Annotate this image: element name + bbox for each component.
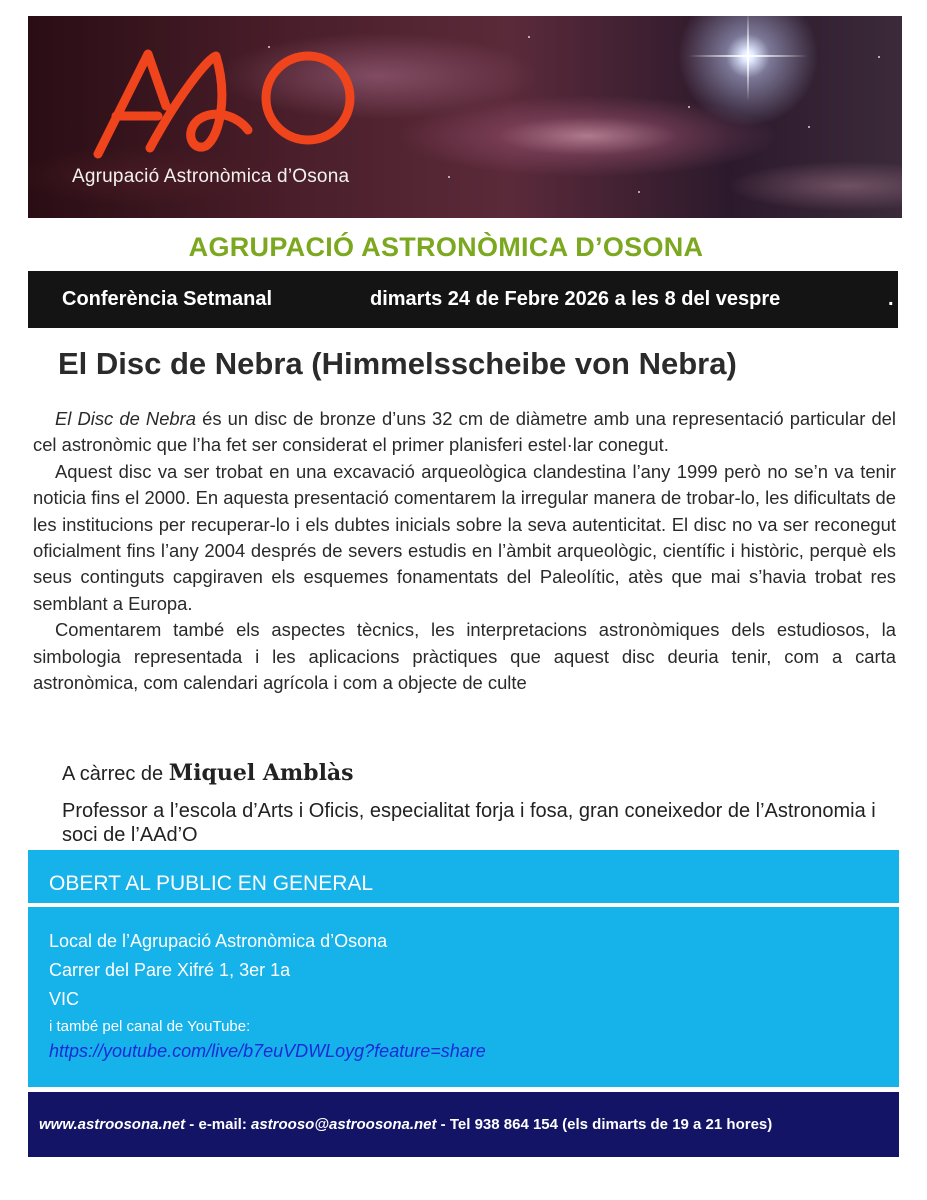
star-flare	[747, 16, 749, 101]
paragraph-text: és un disc de bronze d’uns 32 cm de diàmetre amb una representació particular del cel astronòmic que l’ha fet ser considerat el primer planisferi estel·lar conegut.	[33, 408, 896, 456]
venue-city: VIC	[49, 989, 80, 1009]
website-link[interactable]: www.astroosona.net	[39, 1116, 186, 1133]
footer-separator: -	[436, 1116, 450, 1133]
youtube-intro: i també pel canal de YouTube:	[49, 1018, 251, 1035]
venue-name: Local de l’Agrupació Astronòmica d’Osona	[49, 931, 388, 951]
conference-date: dimarts 24 de Febre 2026 a les 8 del vespre	[370, 288, 781, 310]
email-link[interactable]: astrooso@astroosona.net	[251, 1116, 437, 1133]
star	[448, 176, 450, 178]
speaker-line	[62, 760, 354, 786]
organization-title: AGRUPACIÓ ASTRONÒMICA D’OSONA	[188, 232, 704, 262]
speaker-name: Miquel Amblàs	[168, 760, 354, 786]
paragraph	[33, 406, 896, 459]
speaker-prefix: A càrrec de	[62, 763, 164, 785]
open-to-public-text: OBERT AL PUBLIC EN GENERAL	[49, 872, 374, 895]
header-banner	[28, 16, 902, 218]
disc-name: El Disc de Nebra	[55, 408, 196, 429]
star	[528, 36, 530, 38]
talk-description	[33, 406, 896, 696]
speaker-description: Professor a l’escola d’Arts i Oficis, especialitat forja i fosa, gran coneixedor de l’Astronomia i soci de l’AAd’O	[62, 800, 876, 846]
paragraph: Aquest disc va ser trobat en una excavació arqueològica clandestina l’any 1999 però no se’n va tenir noticia fins el 2000. En aquesta presentació comentarem la irregular manera de trobar-lo, les dificultats de les institucions per recuperar-lo i els dubtes inicials sobre la seva autenticitat. El disc no va ser reconegut oficialment fins l’any 2004 després de severs estudis en l’àmbit arqueològic, científic i històric, perquè els seus continguts capgiraven els esquemes fonamentats del Paleolític, atès que mai s’havia trobat res semblant a Europa.	[33, 460, 896, 614]
aao-logo	[88, 36, 368, 166]
talk-title: El Disc de Nebra (Himmelsscheibe von Nebra)	[58, 346, 737, 381]
conference-trail: .	[888, 288, 894, 310]
footer-contact-line	[39, 1116, 772, 1133]
open-to-public-banner	[28, 850, 899, 903]
phone-info: Tel 938 864 154 (els dimarts de 19 a 21 hores)	[449, 1116, 773, 1133]
venue-box	[28, 907, 899, 1087]
star	[688, 106, 690, 108]
youtube-link[interactable]: https://youtube.com/live/b7euVDWLoyg?feature=share	[49, 1041, 486, 1061]
star	[638, 191, 640, 193]
venue-address: Carrer del Pare Xifré 1, 3er 1a	[49, 960, 291, 980]
logo-caption: Agrupació Astronòmica d’Osona	[72, 166, 350, 187]
conference-bar	[28, 271, 898, 328]
footer-contact-bar	[28, 1092, 899, 1157]
star	[808, 126, 810, 128]
footer-separator: - e-mail:	[185, 1116, 251, 1133]
paragraph: Comentarem també els aspectes tècnics, les interpretacions astronòmiques dels estudiosos, la simbologia representada i les aplicacions pràctiques que aquest disc deuria tenir, com a carta astronòmica, com calendari agrícola i com a objecte de culte	[33, 619, 896, 694]
conference-label: Conferència Setmanal	[62, 288, 273, 310]
star	[878, 56, 880, 58]
